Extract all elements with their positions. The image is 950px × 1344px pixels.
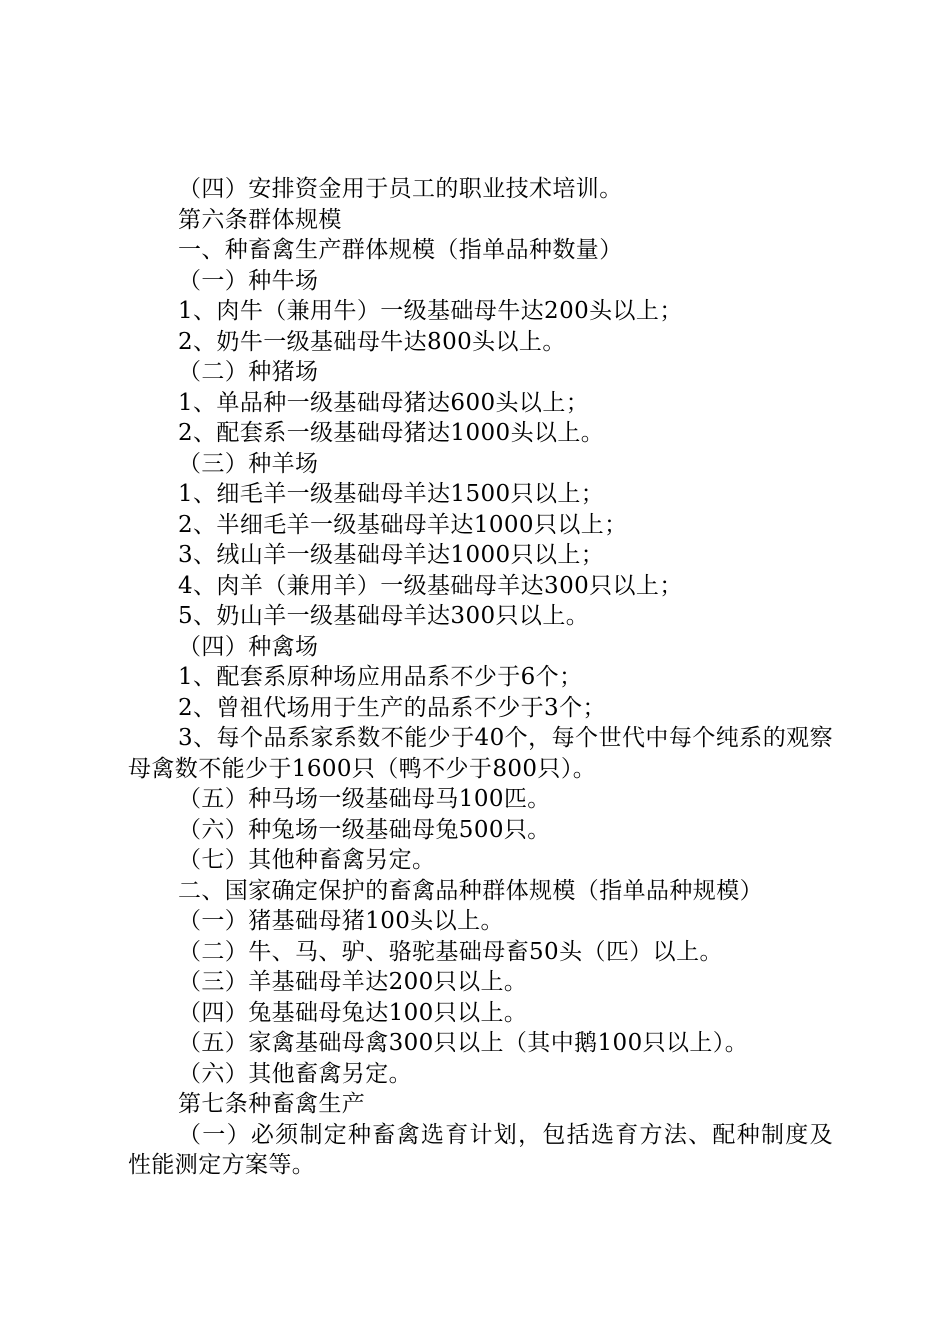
subsection-heading: 一、种畜禽生产群体规模（指单品种数量） bbox=[178, 237, 623, 263]
text-line: （四）兔基础母兔达100只以上。 bbox=[178, 999, 528, 1026]
text-line: （三）羊基础母羊达200只以上。 bbox=[178, 969, 528, 995]
text-line: 1、单品种一级基础母猪达600头以上； bbox=[178, 389, 590, 416]
subsection-heading: 二、国家确定保护的畜禽品种群体规模（指单品种规模） bbox=[178, 877, 763, 904]
text-line: （三）种羊场 bbox=[178, 450, 319, 477]
text-line: 2、曾祖代场用于生产的品系不少于3个； bbox=[178, 694, 606, 721]
text-line: （六）种兔场一级基础母兔500只。 bbox=[178, 816, 551, 843]
text-line: 3、绒山羊一级基础母羊达1000只以上； bbox=[178, 542, 605, 568]
text-line: （六）其他畜禽另定。 bbox=[178, 1060, 412, 1087]
text-line: 5、奶山羊一级基础母羊达300只以上。 bbox=[178, 603, 590, 629]
section-heading: 第七条种畜禽生产 bbox=[178, 1091, 366, 1117]
text-line: （七）其他种畜禽另定。 bbox=[178, 847, 436, 873]
text-line: （五）家禽基础母禽300只以上（其中鹅100只以上）。 bbox=[178, 1030, 749, 1056]
text-line: （四）安排资金用于员工的职业技术培训。 bbox=[178, 176, 623, 202]
text-line: （一）猪基础母猪100头以上。 bbox=[178, 908, 504, 934]
text-line: （二）牛、马、驴、骆驼基础母畜50头（匹）以上。 bbox=[178, 938, 723, 965]
text-line: 2、配套系一级基础母猪达1000头以上。 bbox=[178, 420, 605, 446]
text-line: 1、细毛羊一级基础母羊达1500只以上； bbox=[178, 481, 605, 507]
text-line: （四）种禽场 bbox=[178, 633, 319, 660]
text-line: 4、肉羊（兼用羊）一级基础母羊达300只以上； bbox=[178, 572, 683, 599]
text-line: 2、奶牛一级基础母牛达800头以上。 bbox=[178, 328, 566, 355]
paragraph: 3、每个品系家系数不能少于40个，每个世代中每个纯系的观察母禽数不能少于1600只（鸭不少于800只）。 bbox=[128, 725, 833, 782]
paragraph: （一）必须制定种畜禽选育计划，包括选育方法、配种制度及性能测定方案等。 bbox=[128, 1121, 833, 1178]
text-line: （一）种牛场 bbox=[178, 267, 319, 294]
text-line: 1、配套系原种场应用品系不少于6个； bbox=[178, 664, 583, 690]
text-line: 2、半细毛羊一级基础母羊达1000只以上； bbox=[178, 511, 628, 538]
text-line: 1、肉牛（兼用牛）一级基础母牛达200头以上； bbox=[178, 298, 683, 324]
text-line: （二）种猪场 bbox=[178, 359, 319, 385]
section-heading: 第六条群体规模 bbox=[178, 206, 342, 233]
text-line: （五）种马场一级基础母马100匹。 bbox=[178, 786, 551, 812]
document-body bbox=[128, 174, 833, 1181]
